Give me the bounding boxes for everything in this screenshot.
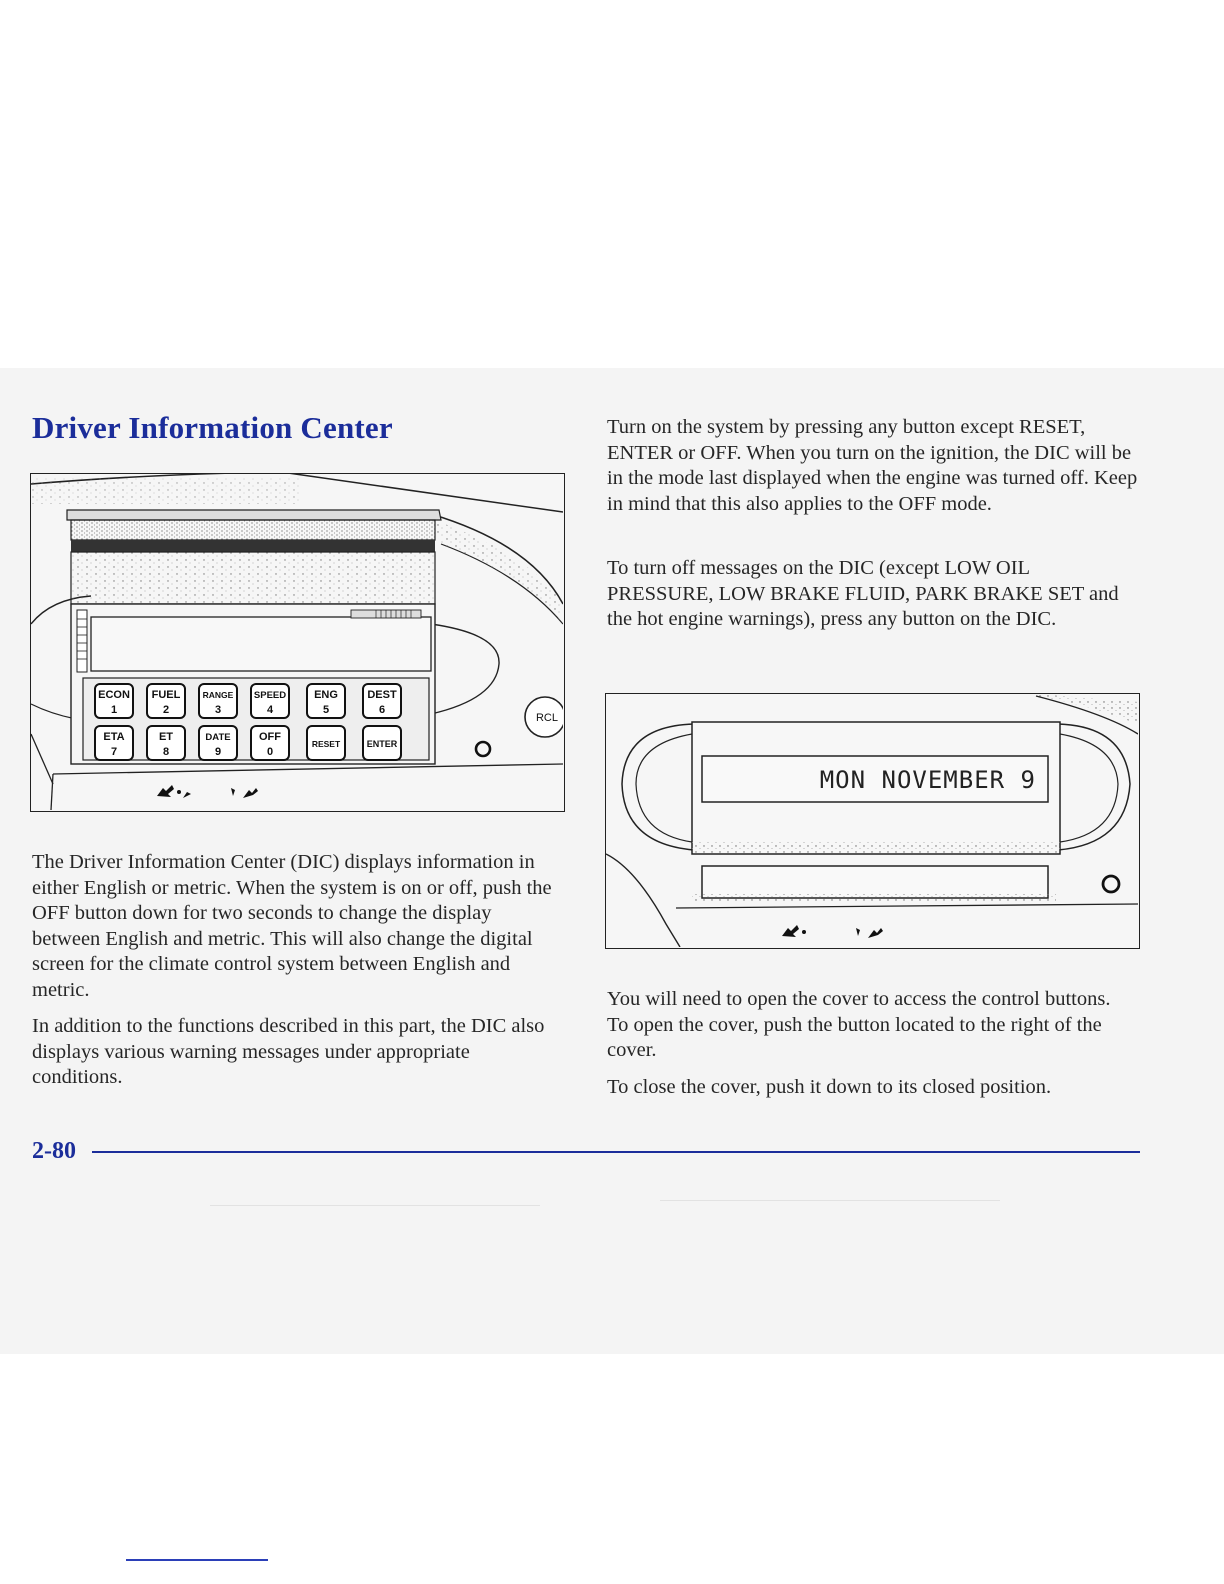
dic-closed-illustration [606, 694, 1138, 947]
key-label: RESET [311, 739, 341, 749]
page-number: 2-80 [32, 1138, 76, 1164]
key-number: 7 [110, 746, 118, 758]
key-label: DATE [205, 732, 231, 743]
key-label: OFF [259, 731, 281, 743]
dic-display-text: MON NOVEMBER 9 [819, 766, 1036, 794]
key-number: 3 [214, 704, 222, 716]
key-number: 5 [322, 704, 330, 716]
footer-rule [92, 1151, 1140, 1153]
key-number: 4 [266, 704, 274, 716]
dic-open-illustration [31, 474, 563, 810]
key-label: ENG [314, 689, 338, 701]
left-paragraph-1: The Driver Information Center (DIC) displays information in either English or metric. When the system is on or off, push the OFF button down for two seconds to change the display between English and metric. This will also change the digital screen for the climate control system between English and metric. [32, 851, 552, 1001]
key-econ-1[interactable] [95, 684, 133, 718]
key-label: FUEL [151, 689, 181, 701]
key-number: 8 [162, 746, 170, 758]
key-label: DEST [367, 689, 397, 701]
wheel-control-icons [782, 925, 883, 938]
right-paragraph-3: You will need to open the cover to access the control buttons. To open the cover, push the button located to the right of the cover. [607, 988, 1111, 1062]
key-dest-6[interactable] [363, 684, 401, 718]
key-reset[interactable] [307, 726, 345, 760]
rcl-button[interactable] [525, 697, 563, 737]
key-number: 0 [266, 746, 274, 758]
key-et-8[interactable] [147, 726, 185, 760]
key-number: 9 [214, 746, 222, 758]
key-label: RANGE [202, 690, 234, 700]
key-eng-5[interactable] [307, 684, 345, 718]
bottom-link-underline[interactable] [126, 1559, 268, 1561]
right-paragraph-2: To turn off messages on the DIC (except LOW OIL PRESSURE, LOW BRAKE FLUID, PARK BRAKE SET and the hot engine warnings), press any button on the DIC. [607, 557, 1119, 631]
key-label: SPEED [253, 690, 287, 701]
left-paragraph-2: In addition to the functions described in this part, the DIC also displays various warning messages under appropriate conditions. [32, 1015, 545, 1089]
rcl-label: RCL [535, 712, 559, 724]
key-fuel-2[interactable] [147, 684, 185, 718]
divider [210, 1205, 540, 1206]
key-date-9[interactable] [199, 726, 237, 760]
key-label: ETA [103, 731, 125, 743]
key-eta-7[interactable] [95, 726, 133, 760]
cover-release-button[interactable] [476, 742, 490, 756]
wheel-control-icons [157, 785, 258, 798]
key-label: ENTER [366, 739, 398, 749]
figure-dic-closed [605, 693, 1140, 949]
right-paragraph-1: Turn on the system by pressing any button except RESET, ENTER or OFF. When you turn on the ignition, the DIC will be in the mode last displayed when the engine was turned off. Keep in mind that this also applies to the OFF mode. [607, 416, 1138, 515]
key-enter[interactable] [363, 726, 401, 760]
key-off-0[interactable] [251, 726, 289, 760]
key-number: 1 [110, 704, 118, 716]
divider [660, 1200, 1000, 1201]
key-speed-4[interactable] [251, 684, 289, 718]
cover-release-button[interactable] [1103, 876, 1119, 892]
key-label: ET [158, 731, 174, 743]
figure-dic-open [30, 473, 565, 812]
right-paragraph-4: To close the cover, push it down to its closed position. [607, 1076, 1052, 1098]
key-range-3[interactable] [199, 684, 237, 718]
key-label: ECON [98, 689, 130, 701]
page-title: Driver Information Center [32, 410, 393, 445]
key-number: 6 [378, 704, 386, 716]
key-number: 2 [162, 704, 170, 716]
